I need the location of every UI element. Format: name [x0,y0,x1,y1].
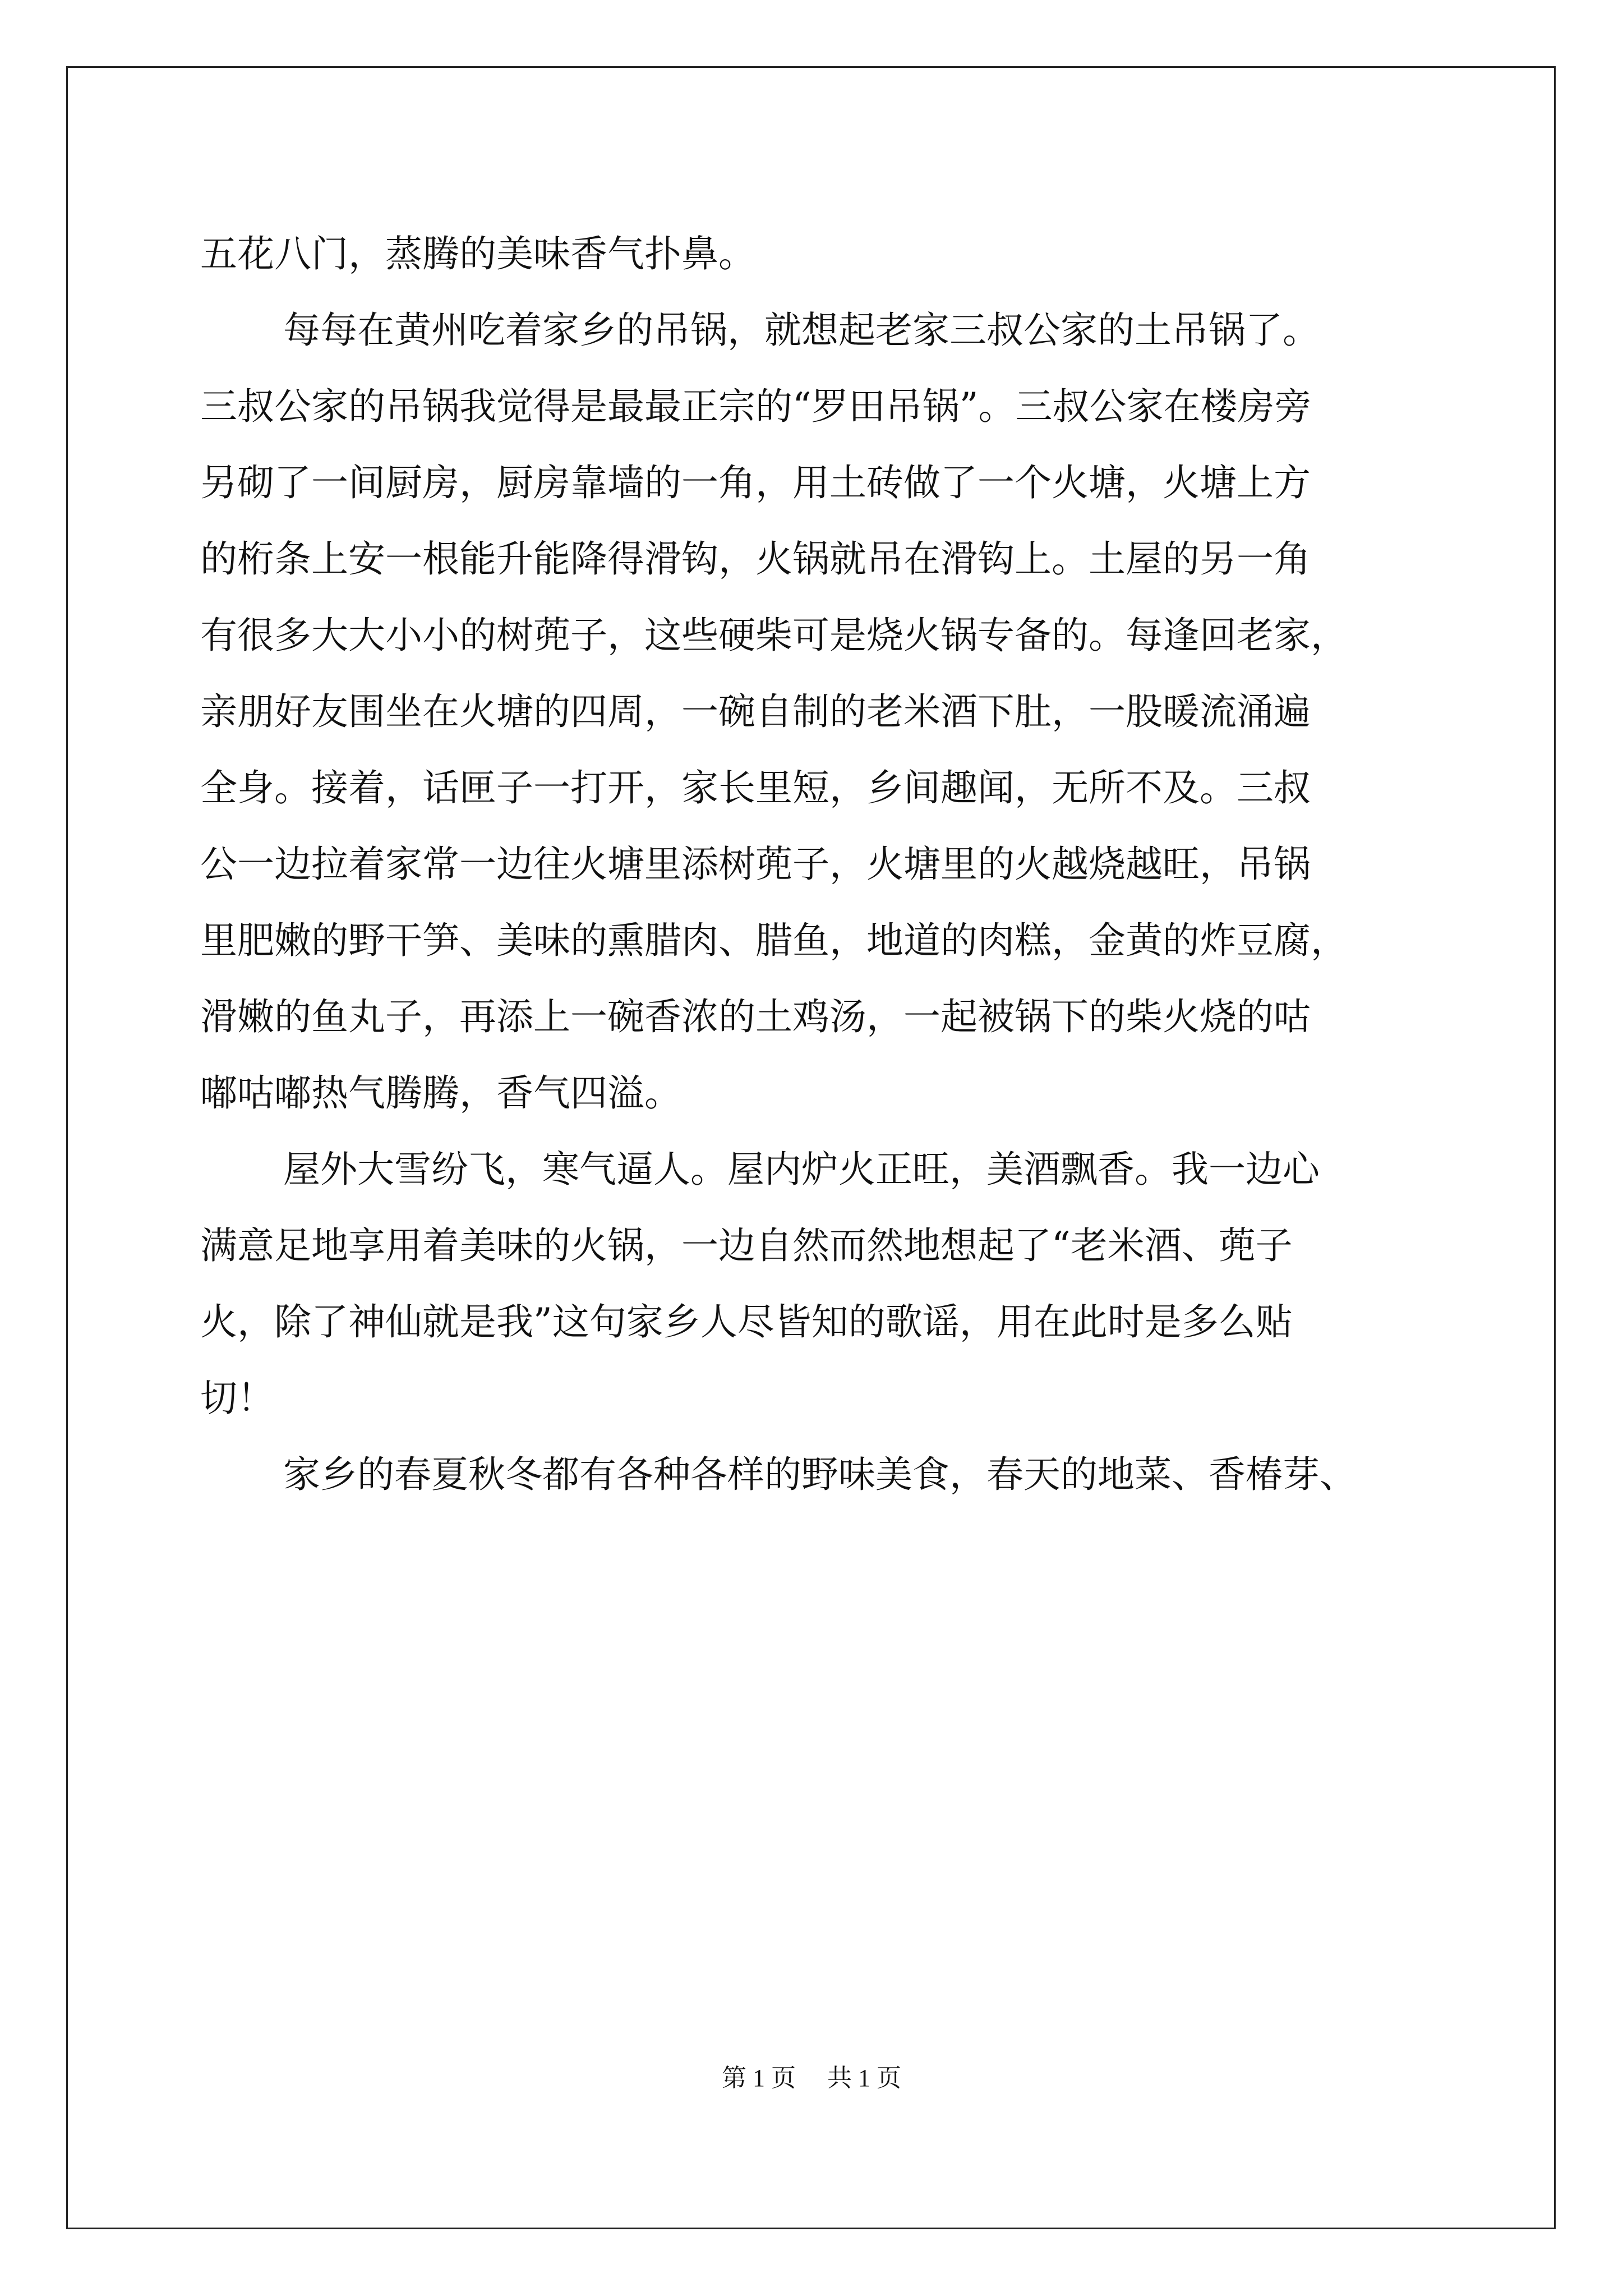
text-line: 全身。接着，话匣子一打开，家长里短，乡间趣闻，无所不及。三叔 [200,766,1311,809]
text-line: 另砌了一间厨房，厨房靠墙的一角，用土砖做了一个火塘，火塘上方 [200,461,1311,504]
page-number-current: 第 1 页 [722,2064,796,2092]
page-number-total: 共 1 页 [827,2064,901,2092]
text-line: 有很多大大小小的树蔸子，这些硬柴可是烧火锅专备的。每逢回老家， [200,614,1348,657]
text-line: 嘟咕嘟热气腾腾，香气四溢。 [200,1071,681,1115]
text-line: 里肥嫩的野干笋、美味的熏腊肉、腊鱼，地道的肉糕，金黄的炸豆腐， [200,919,1348,962]
text-line: 公一边拉着家常一边往火塘里添树蔸子，火塘里的火越烧越旺，吊锅 [200,843,1311,886]
text-line: 屋外大雪纷飞，寒气逼人。屋内炉火正旺，美酒飘香。我一边心 [283,1148,1320,1191]
text-line: 每每在黄州吃着家乡的吊锅，就想起老家三叔公家的土吊锅了。 [283,309,1320,352]
text-line: 三叔公家的吊锅我觉得是最最正宗的“罗田吊锅”。三叔公家在楼房旁 [200,385,1312,428]
text-line: 火，除了神仙就是我”这句家乡人尽皆知的歌谣，用在此时是多么贴 [200,1300,1293,1343]
text-line: 亲朋好友围坐在火塘的四周，一碗自制的老米酒下肚，一股暖流涌遍 [200,690,1311,733]
text-line: 五花八门，蒸腾的美味香气扑鼻。 [200,232,755,275]
page-footer [0,2058,1623,2093]
document-body [200,216,1434,1513]
text-line: 的桁条上安一根能升能降得滑钩，火锅就吊在滑钩上。土屋的另一角 [200,537,1311,581]
text-line: 满意足地享用着美味的火锅，一边自然而然地想起了“老米酒、蔸子 [200,1224,1293,1267]
text-line: 家乡的春夏秋冬都有各种各样的野味美食，春天的地菜、香椿芽、 [283,1453,1357,1496]
text-line: 切！ [200,1377,274,1420]
text-line: 滑嫩的鱼丸子，再添上一碗香浓的土鸡汤，一起被锅下的柴火烧的咕 [200,995,1311,1038]
